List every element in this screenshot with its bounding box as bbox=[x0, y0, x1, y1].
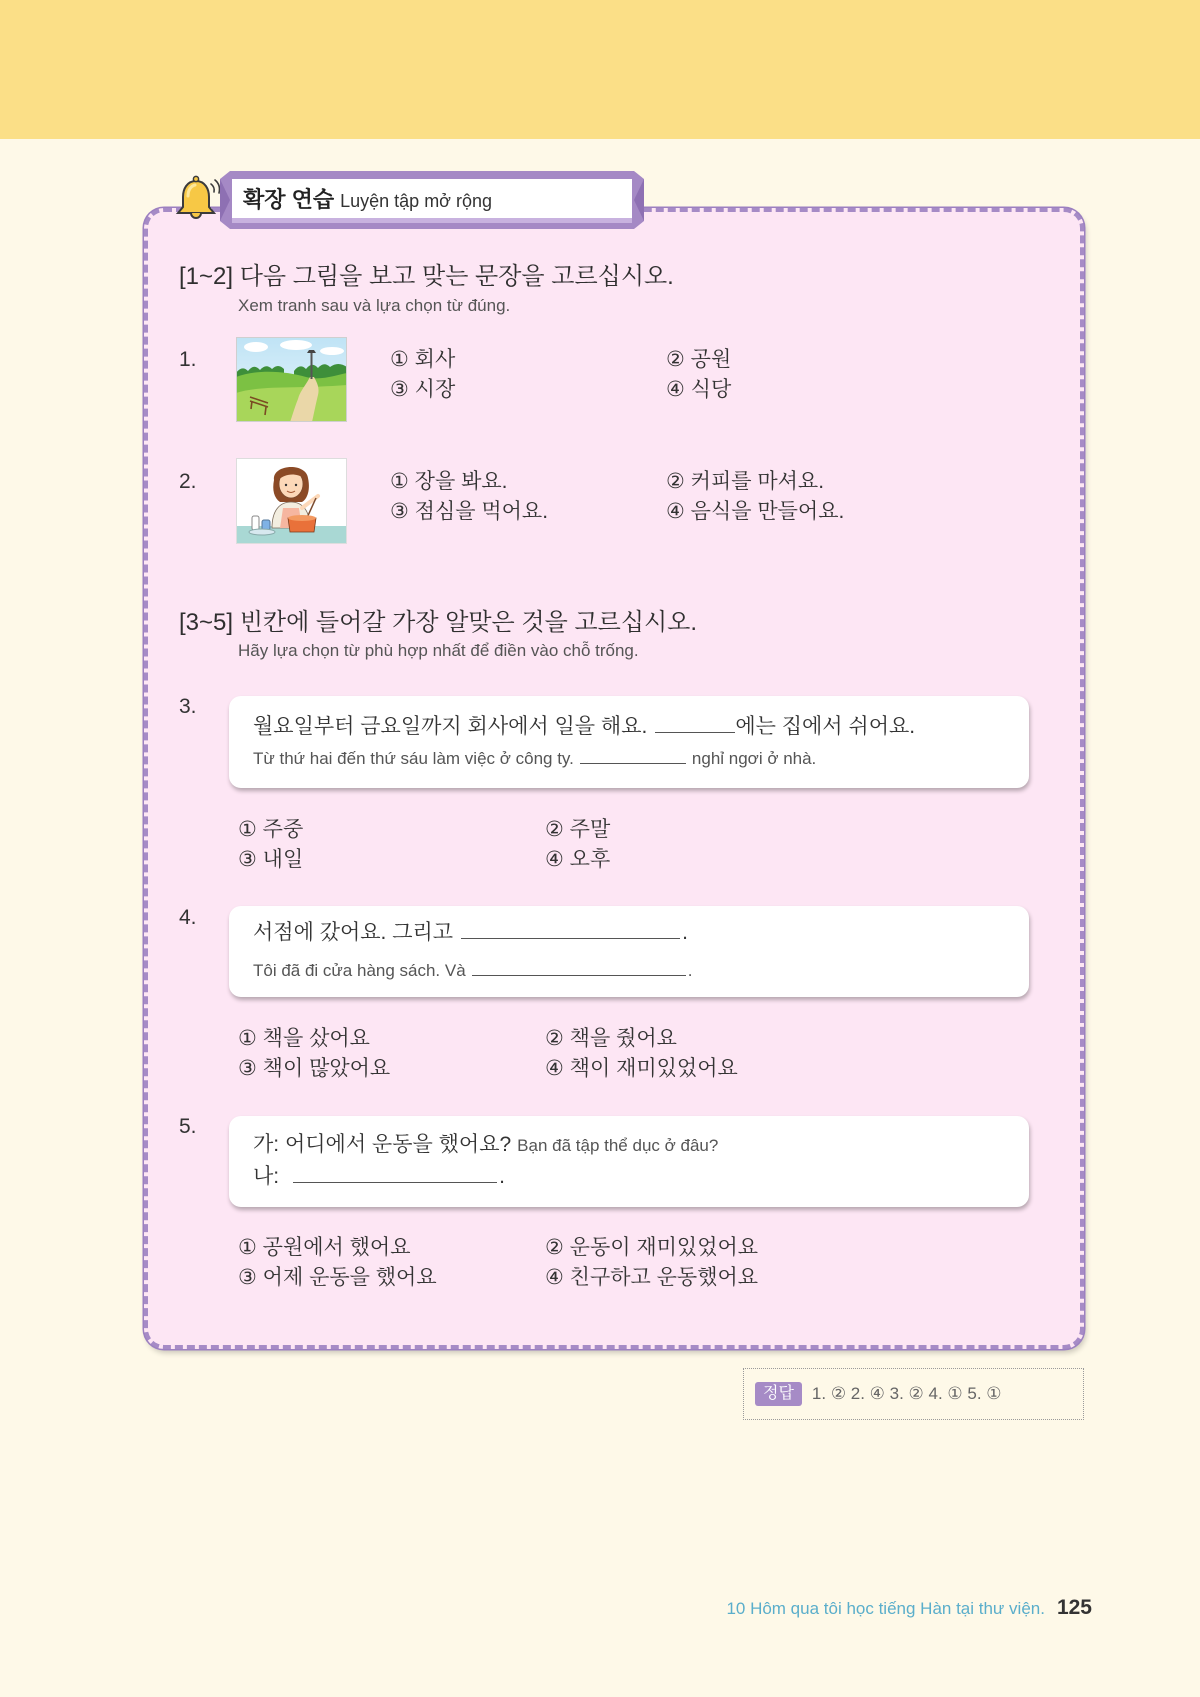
q2-option-4: ④ 음식을 만들어요. bbox=[666, 500, 845, 523]
chapter-title: 10 Hôm qua tôi học tiếng Hàn tại thư viện. bbox=[726, 1599, 1045, 1618]
q2-option-3: ③ 점심을 먹어요. bbox=[390, 500, 549, 523]
q5-question-vietnamese: Bạn đã tập thể dục ở đâu? bbox=[517, 1136, 719, 1155]
q3-option-4: ④ 오후 bbox=[545, 848, 611, 871]
q4-option-2: ② 책을 줬어요 bbox=[545, 1027, 677, 1050]
park-illustration bbox=[236, 337, 347, 422]
q5-option-4: ④ 친구하고 운동했어요 bbox=[545, 1266, 759, 1289]
q2-option-2: ② 커피를 마셔요. bbox=[666, 470, 825, 493]
q5-option-3: ③ 어제 운동을 했어요 bbox=[238, 1266, 437, 1289]
ribbon-title bbox=[243, 187, 492, 216]
q4-korean-blank bbox=[461, 938, 680, 939]
q4-vietnamese-after: . bbox=[687, 961, 693, 980]
question-3-sentence-box bbox=[229, 696, 1029, 788]
q3-vietnamese-line bbox=[253, 748, 816, 770]
woman-cooking-illustration bbox=[236, 458, 347, 544]
section-1-instruction: [1~2] 다음 그림을 보고 맞는 문장을 고르십시오. bbox=[179, 263, 674, 290]
q4-vietnamese-line bbox=[253, 960, 692, 982]
q5-dialogue-line-2 bbox=[253, 1162, 505, 1192]
question-1-options bbox=[390, 345, 966, 405]
q5-answer-speaker: 나: bbox=[253, 1165, 280, 1188]
q3-option-1: ① 주중 bbox=[238, 818, 304, 841]
section-title-ribbon bbox=[220, 171, 644, 229]
q5-answer-blank bbox=[293, 1182, 497, 1183]
question-5-dialogue-box bbox=[229, 1116, 1029, 1207]
section-1-translation: Xem tranh sau và lựa chọn từ đúng. bbox=[238, 296, 511, 315]
q4-option-1: ① 책을 샀어요 bbox=[238, 1027, 370, 1050]
question-5-options bbox=[238, 1233, 865, 1293]
q1-option-2: ② 공원 bbox=[666, 348, 732, 371]
bell-icon bbox=[174, 174, 224, 228]
q3-option-3: ③ 내일 bbox=[238, 848, 304, 871]
title-vietnamese: Luyện tập mở rộng bbox=[340, 191, 493, 211]
question-4-number: 4. bbox=[179, 906, 197, 929]
answer-key-label: 정답 bbox=[755, 1382, 802, 1406]
question-3-number: 3. bbox=[179, 695, 197, 718]
q4-vietnamese-before: Tôi đã đi cửa hàng sách. Và bbox=[253, 961, 466, 980]
question-2-number: 2. bbox=[179, 470, 197, 493]
answer-key-answers: 1. ② 2. ④ 3. ② 4. ① 5. ① bbox=[811, 1384, 1002, 1403]
page-number: 125 bbox=[1056, 1596, 1092, 1619]
question-1-number: 1. bbox=[179, 348, 197, 371]
page-footer bbox=[726, 1596, 1092, 1620]
answer-key bbox=[743, 1368, 1084, 1420]
q5-question-korean: 가: 어디에서 운동을 했어요? bbox=[253, 1133, 512, 1156]
q3-korean-before: 월요일부터 금요일까지 회사에서 일을 해요. bbox=[253, 715, 648, 738]
q5-option-2: ② 운동이 재미있었어요 bbox=[545, 1236, 759, 1259]
question-2-options bbox=[390, 467, 966, 527]
question-3-options bbox=[238, 815, 865, 875]
top-color-band bbox=[0, 0, 1200, 139]
section-2-translation: Hãy lựa chọn từ phù hợp nhất để điền vào chỗ trống. bbox=[238, 641, 639, 660]
q3-korean-blank bbox=[655, 732, 735, 733]
q5-dialogue-line-1 bbox=[253, 1130, 718, 1161]
q5-answer-after: . bbox=[499, 1165, 505, 1188]
q4-korean-before: 서점에 갔어요. 그리고 bbox=[253, 921, 454, 944]
q1-option-3: ③ 시장 bbox=[390, 378, 456, 401]
question-4-options bbox=[238, 1024, 865, 1084]
q3-option-2: ② 주말 bbox=[545, 818, 611, 841]
section-2-instruction: [3~5] 빈칸에 들어갈 가장 알맞은 것을 고르십시오. bbox=[179, 609, 698, 636]
q3-vietnamese-before: Từ thứ hai đến thứ sáu làm việc ở công ty. bbox=[253, 749, 574, 768]
q4-option-3: ③ 책이 많았어요 bbox=[238, 1057, 391, 1080]
q4-option-4: ④ 책이 재미있었어요 bbox=[545, 1057, 738, 1080]
q4-korean-line bbox=[253, 918, 688, 948]
q3-vietnamese-after: nghỉ ngơi ở nhà. bbox=[691, 749, 817, 768]
q3-korean-after: 에는 집에서 쉬어요. bbox=[735, 715, 916, 738]
q1-option-1: ① 회사 bbox=[390, 348, 456, 371]
title-korean: 확장 연습 bbox=[243, 187, 335, 212]
q3-vietnamese-blank bbox=[580, 763, 686, 764]
question-5-number: 5. bbox=[179, 1115, 197, 1138]
q4-korean-after: . bbox=[682, 921, 688, 944]
q3-korean-line bbox=[253, 712, 915, 742]
q4-vietnamese-blank bbox=[472, 975, 686, 976]
question-4-sentence-box bbox=[229, 906, 1029, 997]
q2-option-1: ① 장을 봐요. bbox=[390, 470, 508, 493]
q1-option-4: ④ 식당 bbox=[666, 378, 732, 401]
q5-option-1: ① 공원에서 했어요 bbox=[238, 1236, 411, 1259]
